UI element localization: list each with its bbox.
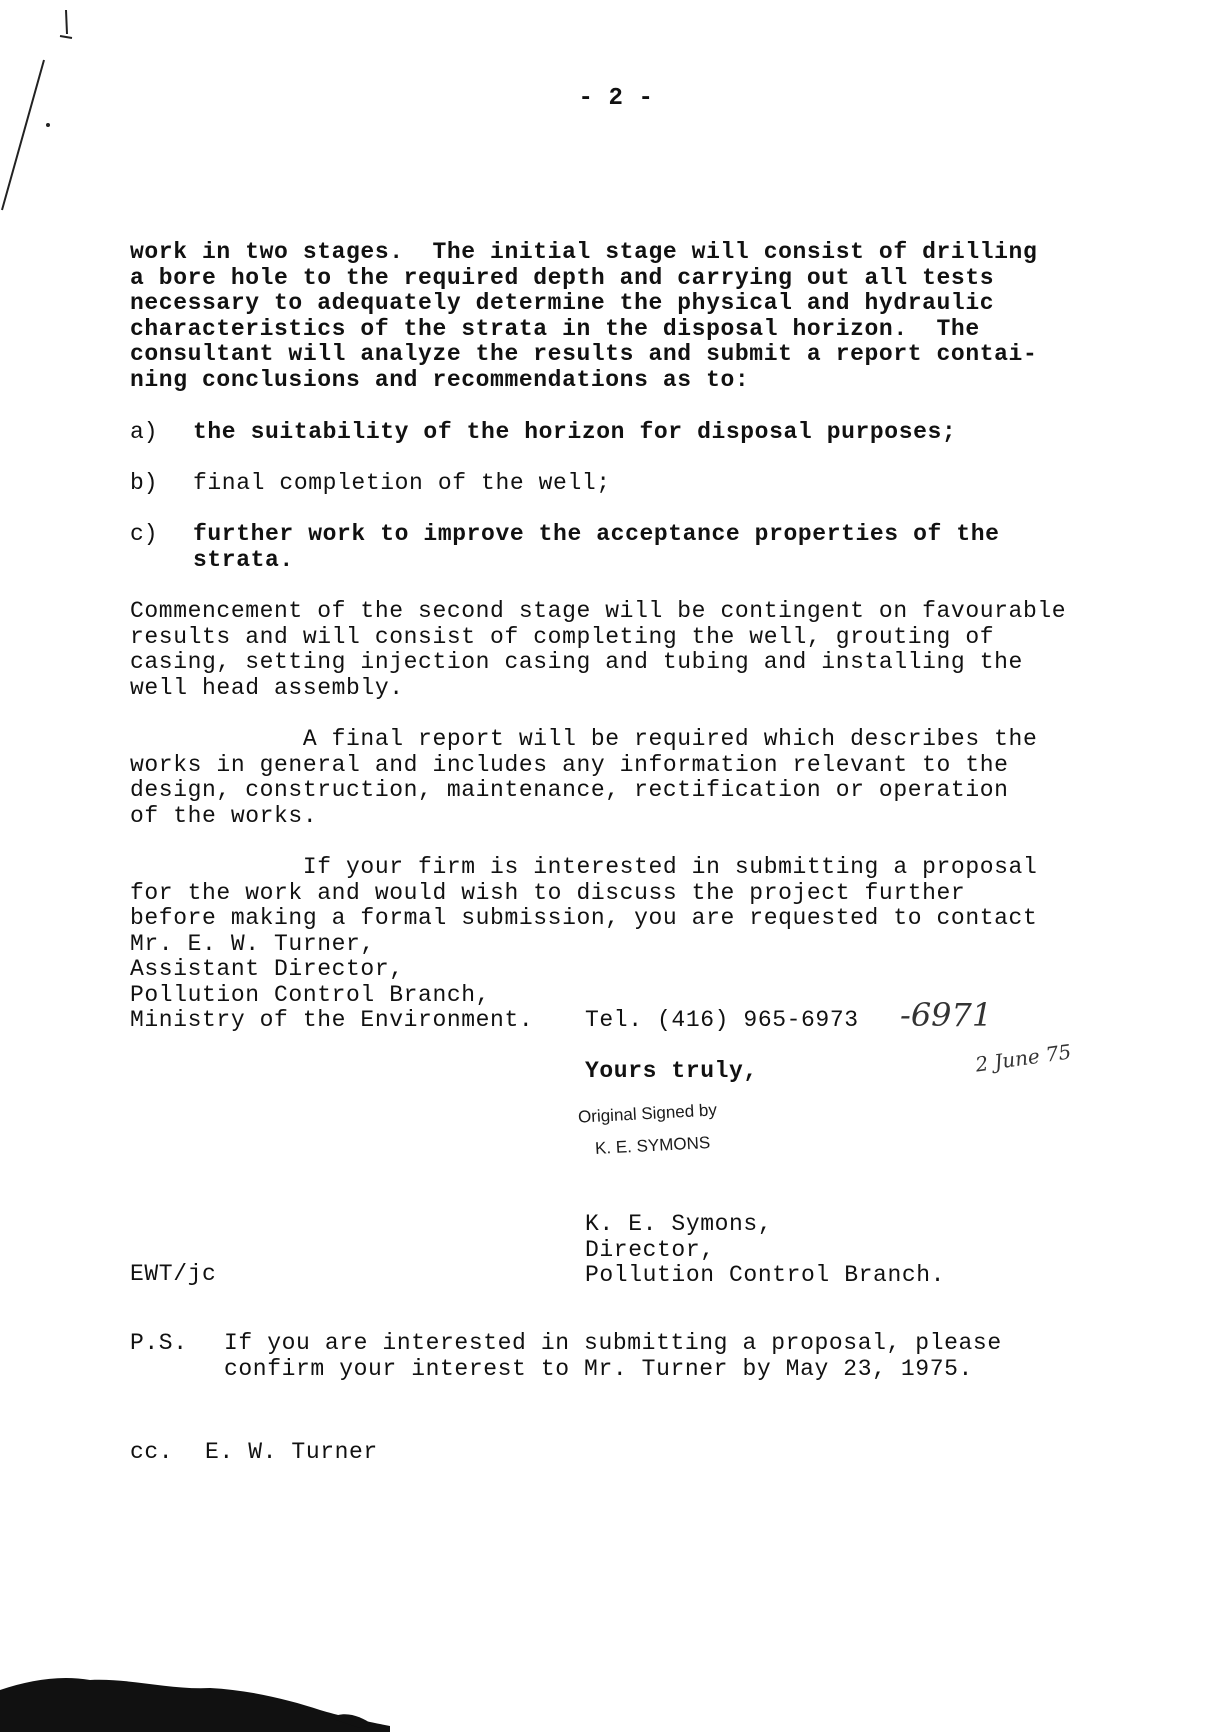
cc-recipient: E. W. Turner [205,1439,378,1465]
list-item-text: the suitability of the horizon for disposal purposes; [193,419,957,445]
list-item-marker: c) [130,521,158,547]
signer-stamp-name: K. E. SYMONS [594,1132,711,1159]
list-item-text: further work to improve the acceptance properties of the strata. [193,521,1000,573]
closing-salutation: Yours truly, [585,1058,758,1084]
list-item-marker: b) [130,470,158,496]
handwritten-date-note: 2 June 75 [973,1039,1073,1077]
page-number: - 2 - [578,85,654,112]
typist-initials: EWT/jc [130,1261,217,1287]
intro-paragraph: work in two stages. The initial stage will consist of drilling a bore hole to the required depth and carrying out all tests necessary to adequately determine the physical and hydraulic characteristics of the strata in the disposal horizon. The consultant will analyze the results and submit a report contai- ning conclusions and recommendations as to: [130,239,1038,393]
handwritten-phone-correction: -6971 [900,996,993,1034]
signature-block: K. E. Symons, Director, Pollution Control Branch. [585,1211,946,1288]
postscript-text: If you are interested in submitting a proposal, please confirm your interest to Mr. Turner by May 23, 1975. [224,1330,1002,1382]
list-item-marker: a) [130,419,158,445]
second-stage-paragraph: Commencement of the second stage will be contingent on favourable results and will consist of completing the well, grouting of casing, setting injection casing and tubing and installing the well head assembly. [130,598,1067,701]
original-signed-stamp: Original Signed by [577,1100,718,1127]
list-item-text: final completion of the well; [193,470,611,496]
postscript-label: P.S. [130,1330,188,1356]
final-report-paragraph: A final report will be required which describes the works in general and includes any information relevant to the design, construction, maintenance, rectification or operation of the works. [130,726,1038,829]
cc-label: cc. [130,1439,174,1465]
scan-blot-mark [0,1650,420,1732]
contact-paragraph: If your firm is interested in submitting a proposal for the work and would wish to discuss the project further before making a formal submission, you are requested to contact Mr. E. W. Turner, Assistant Director, Pollution Control Branch, Ministry of the Environment. [130,854,1038,1033]
telephone-number: Tel. (416) 965-6973 [585,1007,859,1033]
